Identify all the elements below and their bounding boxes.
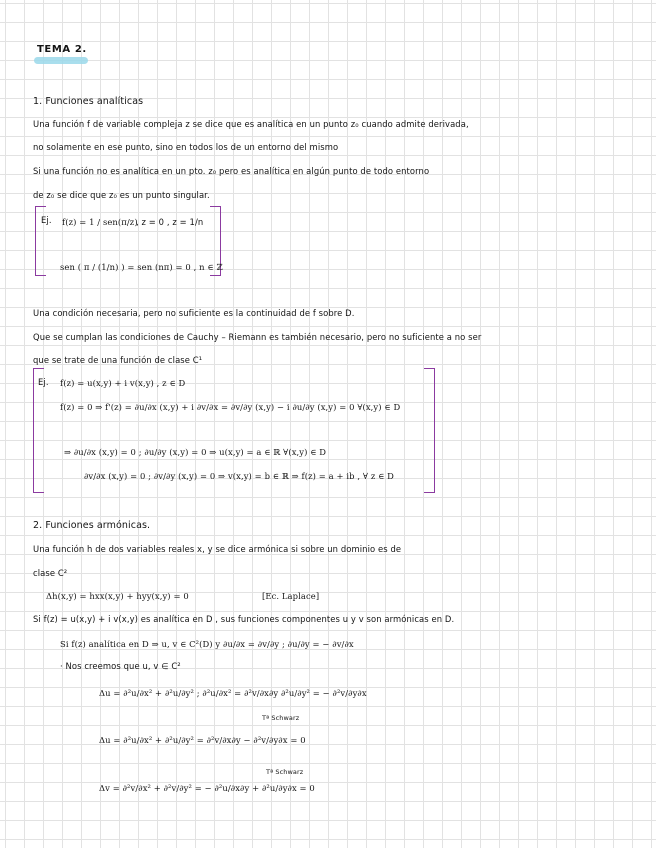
- harmonic-eq-3: Δv = ∂²v/∂x² + ∂²v/∂y² = − ∂²u/∂x∂y + ∂²u/∂y∂x = 0: [99, 783, 315, 793]
- example-2-line-4: ∂v/∂x (x,y) = 0 ; ∂v/∂y (x,y) = 0 ⇒ v(x,y) = b ∈ ℝ ⇒ f(z) = a + ib , ∀ z ∈ D: [84, 471, 394, 481]
- example-2-label: Ej.: [38, 377, 49, 387]
- example-2-line-1: f(z) = u(x,y) + i v(x,y) , z ∈ D: [60, 378, 186, 388]
- harmonic-eq-1: Δu = ∂²u/∂x² + ∂²u/∂y² ; ∂²u/∂x² = ∂²v/∂x∂y ∂²u/∂y² = − ∂²v/∂y∂x: [99, 688, 367, 698]
- s1-line-3: Si una función no es analítica en un pto. z₀ pero es analítica en algún punto de todo entorno: [33, 166, 430, 176]
- s2-line-3: Si f(z) = u(x,y) + i v(x,y) es analítica en D , sus funciones componentes u y v son armónicas en D.: [33, 614, 455, 624]
- laplace-tag: [Ec. Laplace]: [262, 591, 320, 601]
- s2-line-5: · Nos creemos que u, v ∈ C²: [60, 661, 181, 671]
- example-2-right-bracket: [424, 368, 435, 493]
- schwarz-note-1: Tª Schwarz: [262, 714, 300, 722]
- page-title: TEMA 2.: [37, 44, 87, 55]
- s1b-line-1: Una condición necesaria, pero no suficiente es la continuidad de f sobre D.: [33, 308, 355, 318]
- example-2-line-2: f(z) = 0 ⇒ f'(z) = ∂u/∂x (x,y) + i ∂v/∂x = ∂v/∂y (x,y) − i ∂u/∂y (x,y) = 0 ∀(x,y) ∈ D: [60, 402, 401, 412]
- example-1-conditions: , z = 0 , z = 1/n: [136, 217, 204, 227]
- example-1-function: f(z) = 1 / sen(π/z): [62, 217, 138, 227]
- s2-line-1: Una función h de dos variables reales x, y se dice armónica si sobre un dominio es de: [33, 544, 402, 554]
- s1b-line-3: que se trate de una función de clase C¹: [33, 355, 203, 365]
- example-2-line-3: ⇒ ∂u/∂x (x,y) = 0 ; ∂u/∂y (x,y) = 0 ⇒ u(x,y) = a ∈ ℝ ∀(x,y) ∈ D: [64, 447, 327, 457]
- laplace-equation: Δh(x,y) = hxx(x,y) + hyy(x,y) = 0: [46, 591, 189, 601]
- s1-line-4: de z₀ se dice que z₀ es un punto singular.: [33, 190, 210, 200]
- title-highlight: [34, 57, 88, 64]
- section-2-heading: 2. Funciones armónicas.: [33, 520, 151, 531]
- harmonic-eq-2: Δu = ∂²u/∂x² + ∂²u/∂y² = ∂²v/∂x∂y − ∂²v/∂y∂x = 0: [99, 735, 306, 745]
- s2-line-4: Si f(z) analítica en D ⇒ u, v ∈ C²(D) y ∂u/∂x = ∂v/∂y ; ∂u/∂y = − ∂v/∂x: [60, 639, 354, 649]
- example-1-label: Ej.: [41, 215, 52, 225]
- s2-line-2: clase C²: [33, 568, 68, 578]
- s1b-line-2: Que se cumplan las condiciones de Cauchy – Riemann es también necesario, pero no suficiente a no ser: [33, 332, 482, 342]
- example-1-line-2: sen ( π / (1/n) ) = sen (nπ) = 0 , n ∈ ℤ: [60, 262, 223, 272]
- section-1-heading: 1. Funciones analíticas: [33, 96, 144, 107]
- s1-line-2: no solamente en ese punto, sino en todos los de un entorno del mismo: [33, 142, 339, 152]
- s1-line-1: Una función f de variable compleja z se dice que es analítica en un punto z₀ cuando admite derivada,: [33, 119, 469, 129]
- schwarz-note-2: Tª Schwarz: [266, 768, 304, 776]
